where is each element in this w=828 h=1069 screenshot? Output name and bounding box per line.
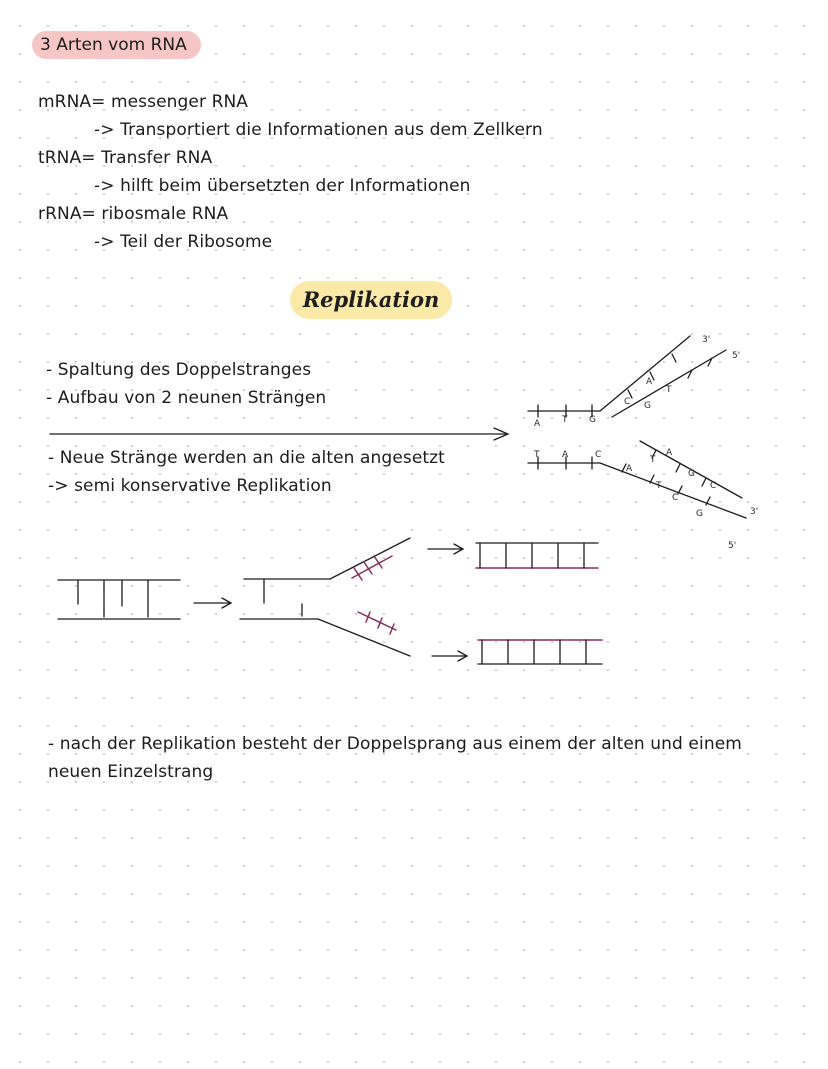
short-arrow-1 [194, 598, 231, 608]
long-arrow [50, 428, 508, 440]
fork-base-bottom-2: A [562, 450, 569, 460]
fork-base-lower-6: C [672, 493, 679, 503]
bullet-aufbau: - Aufbau von 2 neunen Strängen [46, 388, 327, 408]
rrna-label: rRNA= ribosmale RNA [38, 204, 229, 224]
short-arrow-2 [428, 544, 463, 554]
fork-base-upper-2: A [646, 377, 653, 387]
fork-base-top-1: A [534, 419, 541, 429]
fork-base-top-2: T [562, 415, 568, 425]
fork-base-lower-3: A [666, 448, 673, 458]
fork-base-lower-8: G [696, 509, 703, 519]
fork-base-lower-4: G [688, 469, 695, 479]
conclusion-line-2: neuen Einzelstrang [48, 762, 214, 782]
fork-base-upper-1: C [624, 397, 631, 407]
mrna-label: mRNA= messenger RNA [38, 92, 249, 112]
fork-end-label-2: 5' [732, 351, 741, 361]
splitting-strand [240, 538, 410, 656]
fork-base-lower-7: C [710, 481, 717, 491]
new-strand-upper-fork [352, 556, 392, 580]
daughter-strand-1 [476, 543, 598, 568]
fork-end-label-4: 5' [728, 541, 737, 551]
replication-title: Replikation [290, 281, 452, 319]
bullet-neue-straenge: - Neue Stränge werden an die alten angesetzt [48, 448, 445, 468]
mrna-description: -> Transportiert die Informationen aus dem Zellkern [94, 120, 543, 140]
fork-base-lower-2: T [650, 455, 656, 465]
fork-base-lower-5: T [656, 481, 662, 491]
fork-base-bottom-3: C [595, 450, 602, 460]
short-arrow-3 [432, 651, 467, 661]
new-strand-lower-fork [358, 612, 396, 634]
fork-base-lower-1: A [626, 464, 633, 474]
fork-base-bottom-1: T [534, 450, 540, 460]
fork-base-upper-3: G [644, 401, 651, 411]
fork-base-upper-4: T [666, 385, 672, 395]
rrna-description: -> Teil der Ribosome [94, 232, 273, 252]
rna-types-title: 3 Arten vom RNA [32, 31, 201, 59]
conclusion-line-1: - nach der Replikation besteht der Doppelsprang aus einem der alten und einem [48, 734, 742, 754]
fork-end-label-1: 3' [702, 335, 711, 345]
trna-label: tRNA= Transfer RNA [38, 148, 213, 168]
fork-end-label-3: 3' [750, 507, 759, 517]
fork-base-top-3: G [589, 415, 596, 425]
double-strand-original [58, 580, 180, 619]
bullet-semi-konservativ: -> semi konservative Replikation [48, 476, 332, 496]
bullet-spaltung: - Spaltung des Doppelstranges [46, 360, 312, 380]
daughter-strand-2 [478, 640, 602, 664]
trna-description: -> hilft beim übersetzten der Informationen [94, 176, 471, 196]
